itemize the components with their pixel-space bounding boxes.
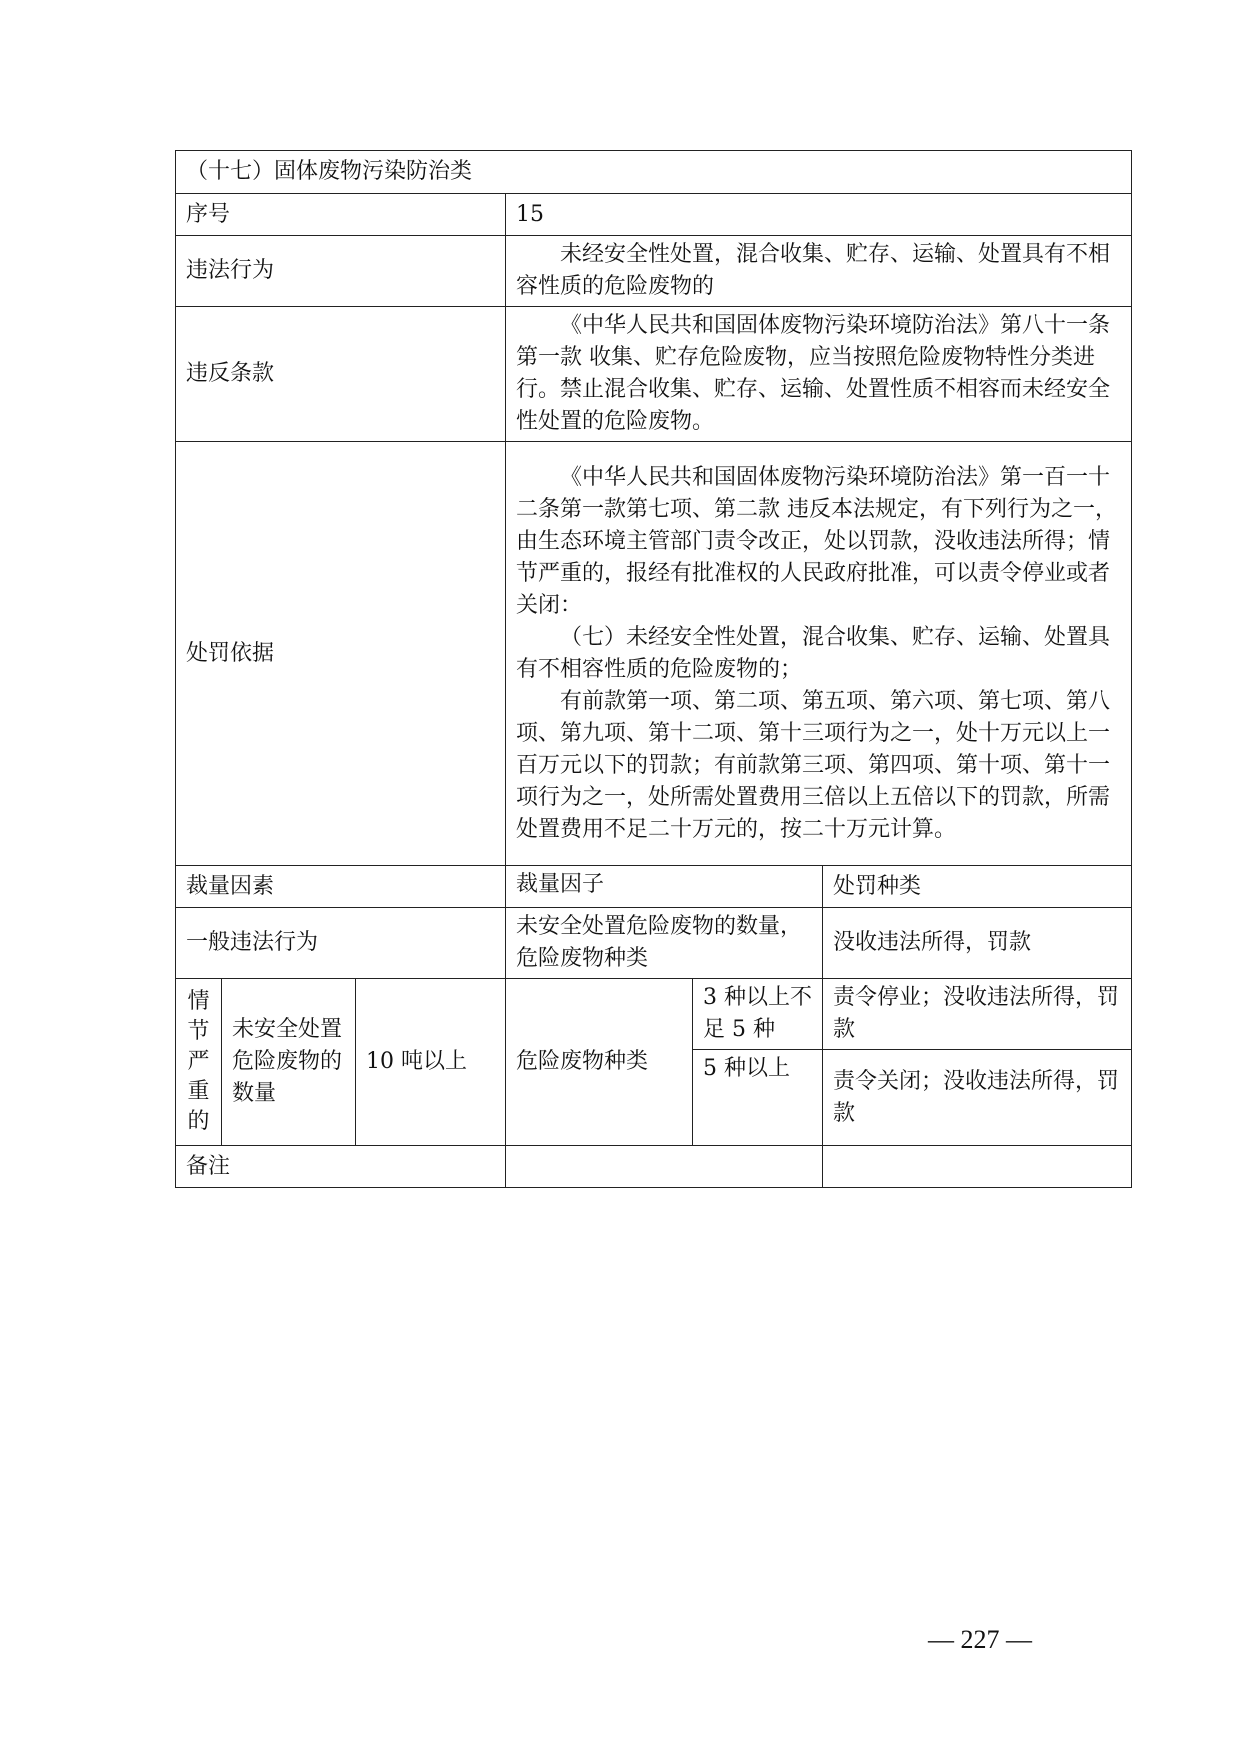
penalty-basis-value (506, 442, 1132, 866)
serious-quantity-value: 10 吨以上 (356, 979, 506, 1146)
serious-label-char: 重 (187, 1079, 210, 1104)
violation-label: 违法行为 (176, 236, 506, 307)
general-penalty: 没收违法所得，罚款 (823, 908, 1132, 979)
penalty-basis-paragraph: 《中华人民共和国固体废物污染环境防治法》第一百一十二条第一款第七项、第二款 违反本法规定，有下列行为之一，由生态环境主管部门责令改正，处以罚款，没收违法所得；情节严重的，报经有批准权的人民政府批准，可以责令停业或者关闭： (516, 464, 1117, 618)
remarks-extra (823, 1146, 1132, 1188)
remarks-label: 备注 (176, 1146, 506, 1188)
serious-case-label (176, 979, 222, 1146)
violated-clause-text: 《中华人民共和国固体废物污染环境防治法》第八十一条第一款 收集、贮存危险废物，应当按照危险废物特性分类进行。禁止混合收集、贮存、运输、处置性质不相容而未经安全性处置的危险废物。 (516, 313, 1111, 434)
violation-value (506, 236, 1132, 307)
violated-clause-label: 违反条款 (176, 307, 506, 442)
penalty-basis-paragraph: 有前款第一项、第二项、第五项、第六项、第七项、第八项、第九项、第十二项、第十三项行为之一，处十万元以上一百万元以下的罚款；有前款第三项、第四项、第十项、第十一项行为之一，处所需处置费用三倍以上五倍以下的罚款，所需处置费用不足二十万元的，按二十万元计算。 (516, 688, 1111, 842)
serious-kind-label: 危险废物种类 (506, 979, 693, 1146)
serious-penalty-1: 责令停业；没收违法所得，罚款 (823, 979, 1132, 1050)
penalty-basis-label: 处罚依据 (176, 442, 506, 866)
violated-clause-value (506, 307, 1132, 442)
penalty-basis-paragraph: （七）未经安全性处置，混合收集、贮存、运输、处置具有不相容性质的危险废物的； (516, 624, 1111, 682)
serious-label-char: 严 (187, 1049, 210, 1074)
remarks-value (506, 1146, 823, 1188)
page-number: — 227 — (928, 1625, 1032, 1654)
section-title: （十七）固体废物污染防治类 (176, 151, 1132, 194)
serious-label-char: 节 (187, 1019, 210, 1044)
serious-label-char: 的 (187, 1109, 210, 1134)
violation-text: 未经安全性处置，混合收集、贮存、运输、处置具有不相容性质的危险废物的 (516, 242, 1111, 299)
serious-penalty-2: 责令关闭；没收违法所得，罚款 (823, 1050, 1132, 1146)
general-violation-label: 一般违法行为 (176, 908, 506, 979)
serial-value: 15 (506, 194, 1132, 236)
serious-quantity-label: 未安全处置危险废物的数量 (222, 979, 356, 1146)
penalty-type-header: 处罚种类 (823, 866, 1132, 908)
serious-condition-2: 5 种以上 (693, 1050, 823, 1146)
serial-label: 序号 (176, 194, 506, 236)
general-factor: 未安全处置危险废物的数量，危险废物种类 (506, 908, 823, 979)
discretion-factor-header: 裁量因子 (506, 866, 823, 908)
serious-label-char: 情 (187, 989, 210, 1014)
serious-condition-1: 3 种以上不足 5 种 (693, 979, 823, 1050)
penalty-standard-table (175, 150, 1132, 1188)
discretion-label: 裁量因素 (176, 866, 506, 908)
